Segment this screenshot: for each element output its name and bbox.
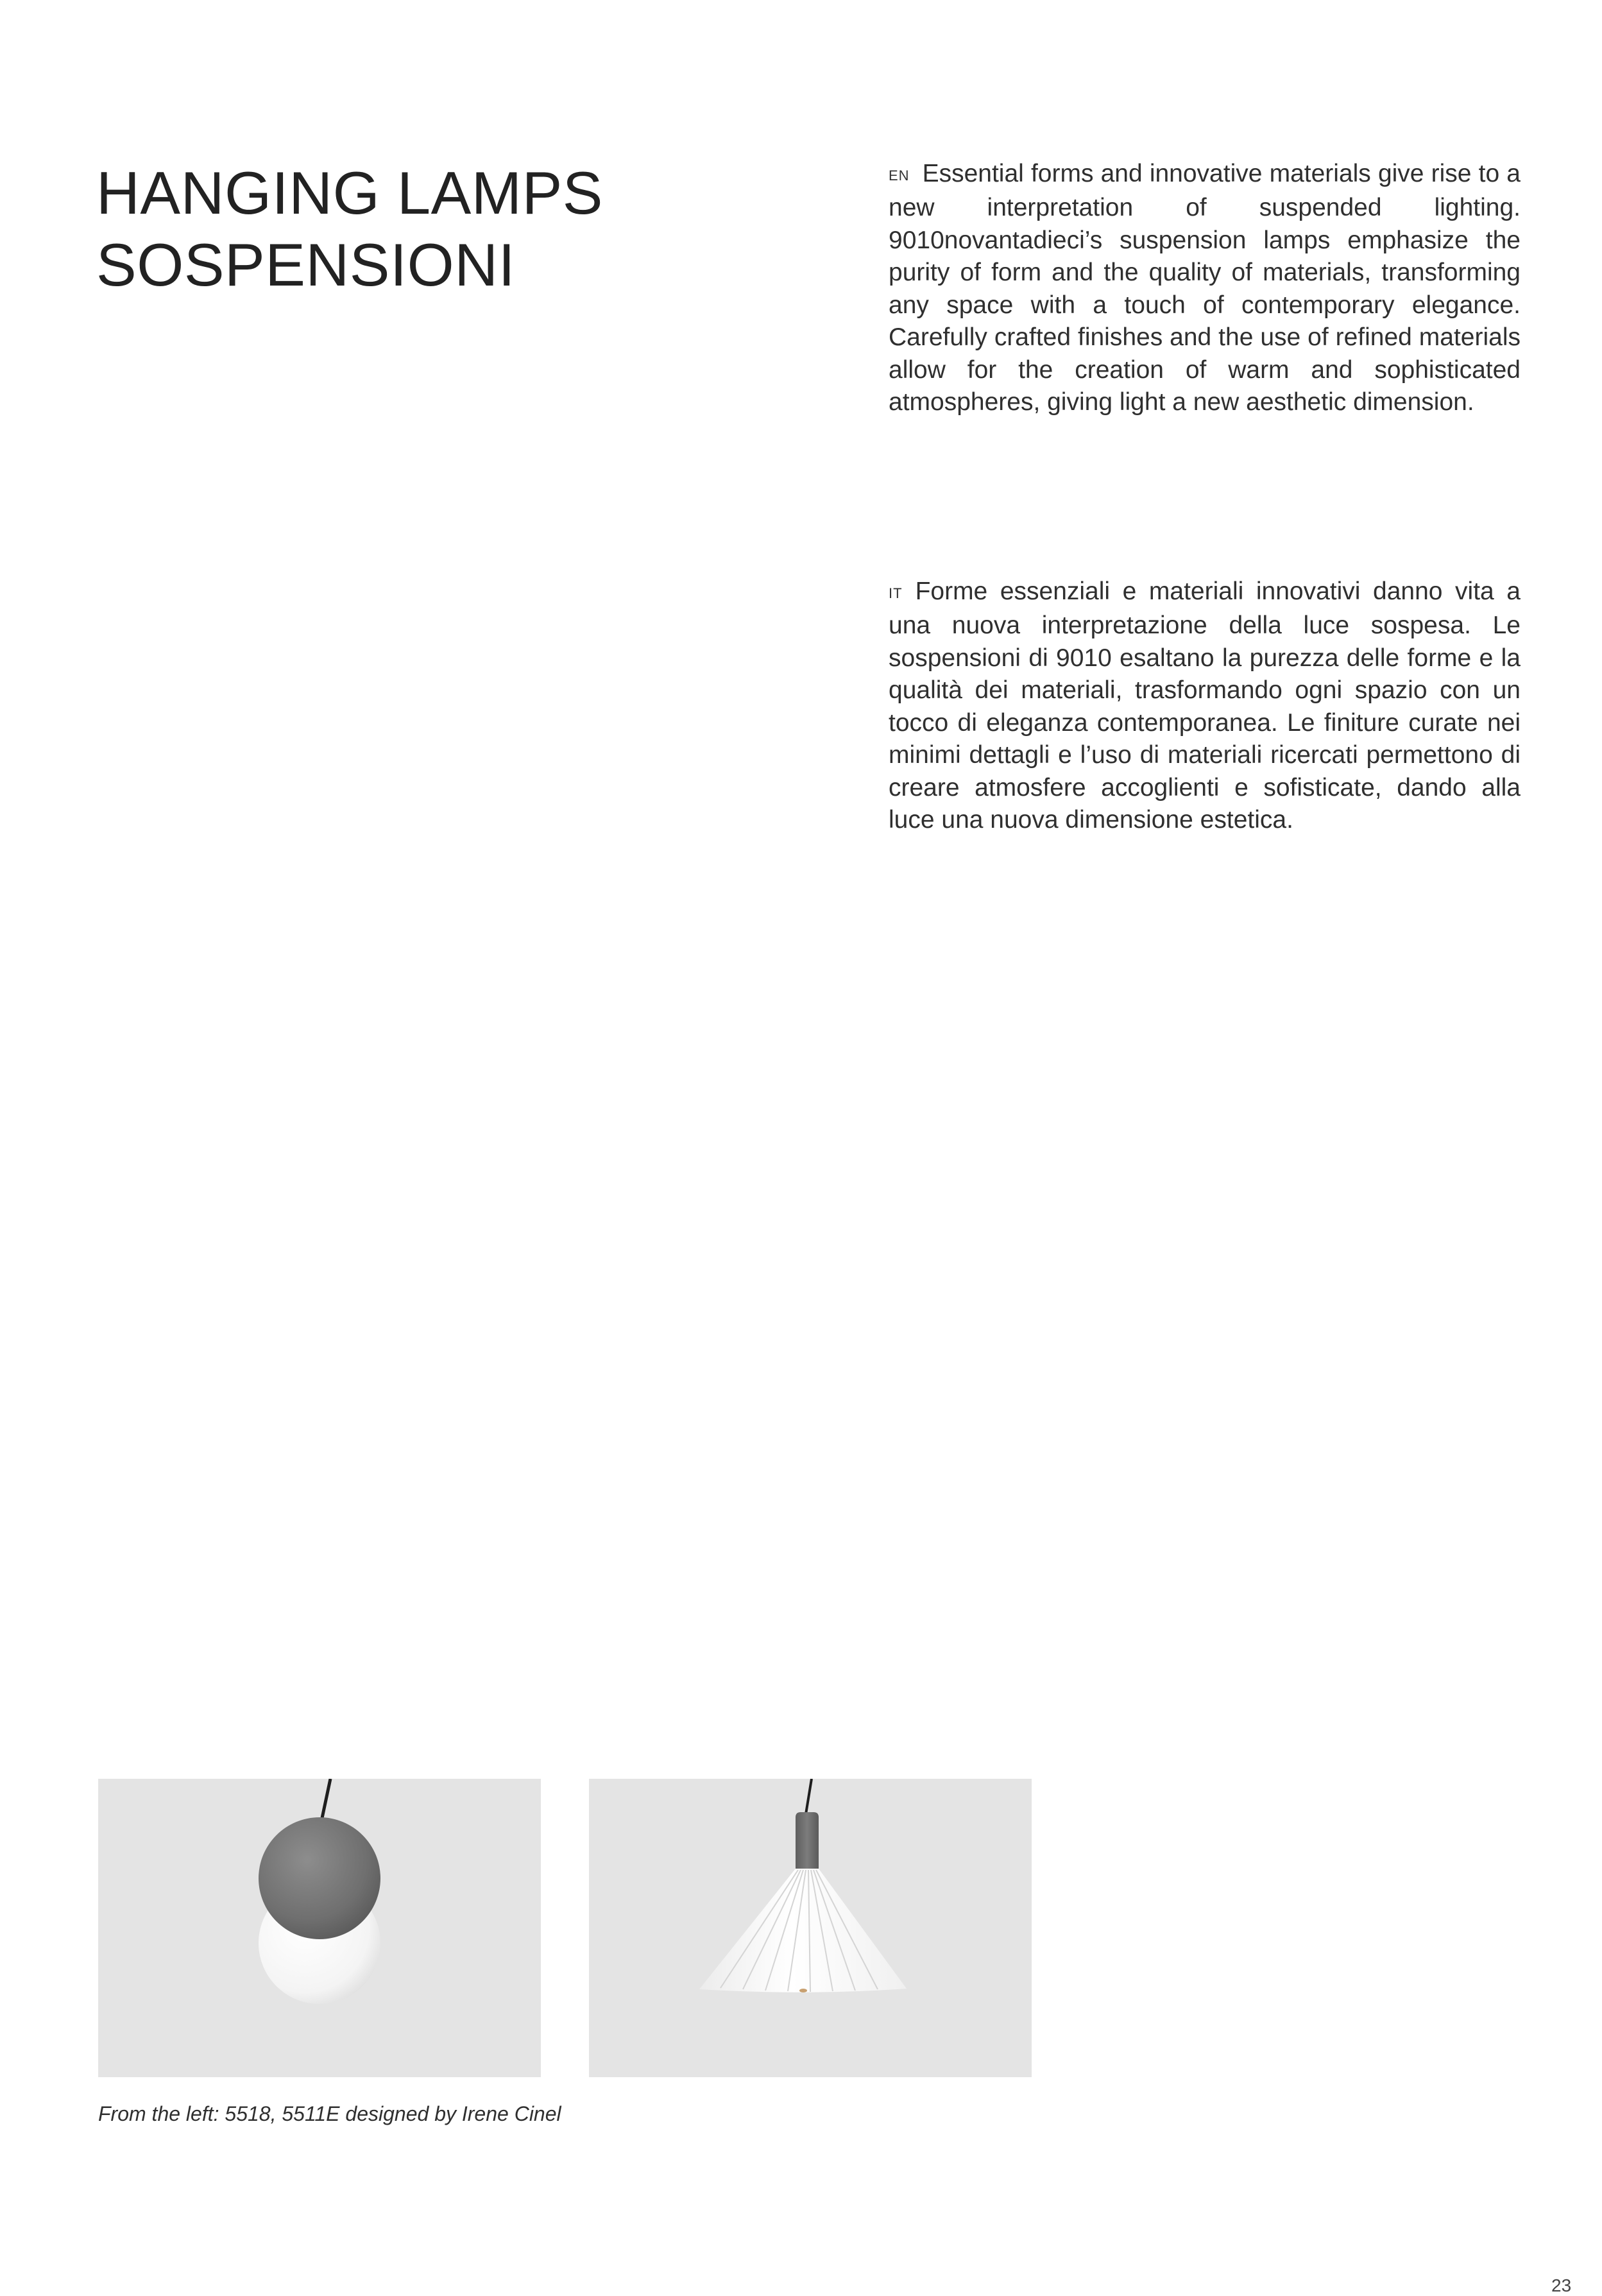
title-line-english: HANGING LAMPS [96,159,603,227]
product-photo-5511e [589,1779,1032,2077]
intro-paragraph-italian [889,576,1521,837]
photo-caption: From the left: 5518, 5511E designed by Irene Cinel [98,2102,561,2125]
page-title [96,157,603,301]
concrete-stem [796,1812,819,1869]
product-photo-5518 [98,1779,541,2077]
bulb-glow [799,1989,807,1992]
intro-paragraph-english [889,158,1521,419]
title-line-italian: SOSPENSIONI [96,231,516,298]
lamp-5511e-illustration [589,1779,1032,2077]
page-number: 23 [1551,2275,1572,2295]
cable-line [806,1779,812,1814]
language-tag-it: IT [889,585,903,601]
lamp-5518-illustration [98,1779,541,2077]
intro-text-italian: Forme essenziali e materiali innovativi danno vita a una nuova interpretazione della luce sospesa. Le sospensioni di 9010 esaltano la purezza delle forme e la qualità dei materiali, trasformando ogni spazio con un tocco di eleganza contemporanea. Le finiture curate nei minimi dettagli e l’uso di materiali ricercati permettono di creare atmosfere accoglienti e sofisticate, dando alla luce una nuova dimensione estetica. [889,578,1521,834]
concrete-sphere [259,1817,380,1939]
intro-text-english: Essential forms and innovative materials give rise to a new interpretation of suspended lighting. 9010novantadieci’s suspension lamps emphasize the purity of form and the quality of materials, transforming any space with a touch of contemporary elegance. Carefully crafted finishes and the use of refined materials allow for the creation of warm and sophisticated atmospheres, giving light a new aesthetic dimension. [889,160,1521,416]
language-tag-en: EN [889,167,910,184]
